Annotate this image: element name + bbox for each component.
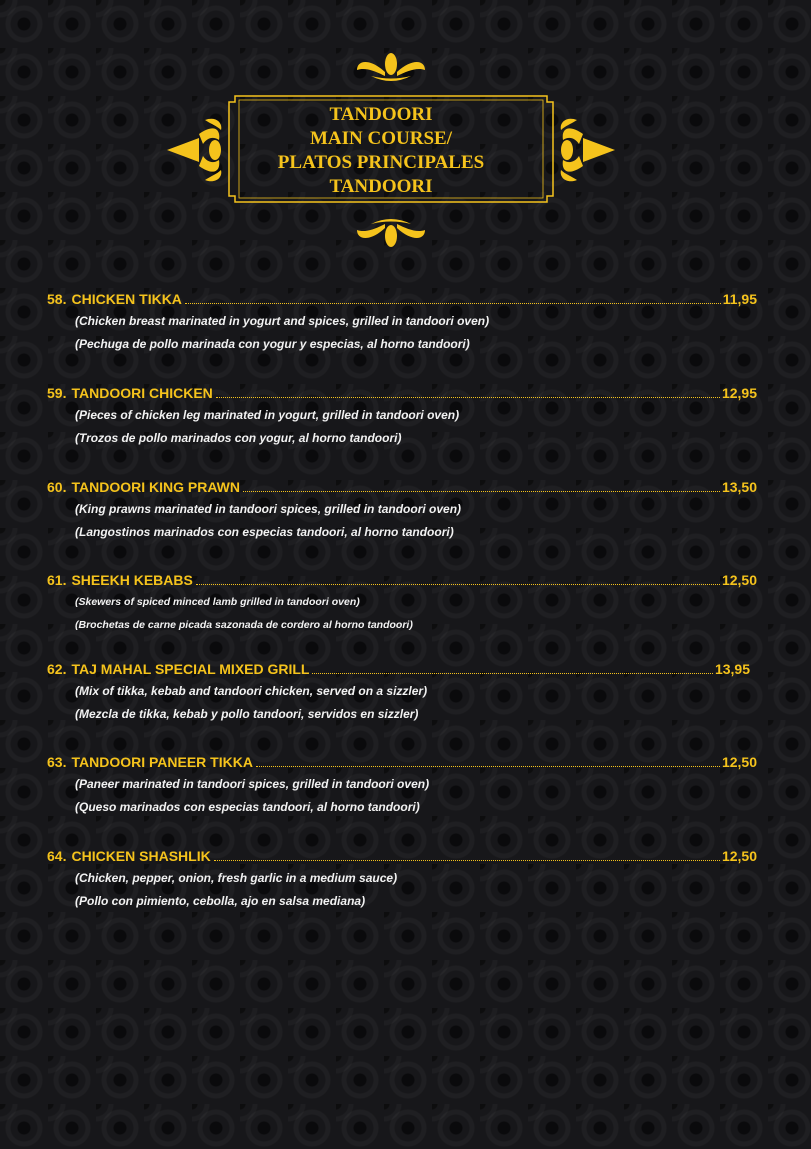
item-price: 13,50 bbox=[721, 479, 757, 495]
item-description-es: (Pollo con pimiento, cebolla, ajo en salsa mediana) bbox=[75, 894, 366, 908]
item-description-en: (Paneer marinated in tandoori spices, grilled in tandoori oven) bbox=[75, 777, 430, 791]
item-description-es: (Langostinos marinados con especias tandoori, al horno tandoori) bbox=[75, 525, 454, 539]
top-flourish-icon bbox=[357, 53, 425, 81]
item-name: SHEEKH KEBABS bbox=[71, 572, 193, 588]
item-price: 11,95 bbox=[722, 291, 757, 307]
title-line-3: PLATOS PRINCIPALES bbox=[277, 152, 485, 173]
item-description-en: (Skewers of spiced minced lamb grilled in tandoori oven) bbox=[75, 596, 360, 608]
menu-item-header bbox=[47, 569, 757, 591]
item-description-en: (Chicken, pepper, onion, fresh garlic in a medium sauce) bbox=[75, 871, 398, 885]
menu-item-header bbox=[47, 382, 757, 404]
title-line-4: TANDOORI bbox=[329, 176, 433, 197]
item-description-en: (Mix of tikka, kebab and tandoori chicken, served on a sizzler) bbox=[75, 684, 428, 698]
title-line-2: MAIN COURSE/ bbox=[310, 128, 452, 149]
item-name: TAJ MAHAL SPECIAL MIXED GRILL bbox=[71, 661, 310, 677]
dot-leader bbox=[256, 765, 720, 767]
item-number: 63. bbox=[47, 754, 67, 770]
item-number: 59. bbox=[47, 385, 67, 401]
dot-leader bbox=[312, 672, 712, 674]
item-number: 58. bbox=[47, 291, 67, 307]
item-name: CHICKEN SHASHLIK bbox=[71, 848, 211, 864]
menu-item bbox=[47, 382, 757, 450]
item-description-es: (Pechuga de pollo marinada con yogur y especias, al horno tandoori) bbox=[75, 337, 470, 351]
bottom-flourish-icon bbox=[357, 219, 425, 247]
title-line-1: TANDOORI bbox=[329, 104, 433, 125]
item-price: 13,95 bbox=[714, 661, 750, 677]
menu-item bbox=[47, 658, 757, 726]
menu-item-header bbox=[47, 288, 757, 310]
item-number: 62. bbox=[47, 661, 67, 677]
menu-item-header bbox=[47, 658, 750, 680]
item-name: CHICKEN TIKKA bbox=[71, 291, 182, 307]
item-price: 12,50 bbox=[721, 848, 757, 864]
item-name: TANDOORI PANEER TIKKA bbox=[71, 754, 253, 770]
menu-header bbox=[165, 50, 617, 250]
menu-item bbox=[47, 751, 757, 819]
item-description-es: (Trozos de pollo marinados con yogur, al horno tandoori) bbox=[75, 431, 402, 445]
item-description-en: (King prawns marinated in tandoori spices, grilled in tandoori oven) bbox=[75, 502, 462, 516]
dot-leader bbox=[216, 396, 720, 398]
dot-leader bbox=[196, 583, 720, 585]
item-description-en: (Chicken breast marinated in yogurt and spices, grilled in tandoori oven) bbox=[75, 314, 490, 328]
menu-item bbox=[47, 845, 757, 913]
menu-item bbox=[47, 476, 757, 544]
menu-item-header bbox=[47, 845, 757, 867]
item-description-es: (Mezcla de tikka, kebab y pollo tandoori, servidos en sizzler) bbox=[75, 707, 419, 721]
item-name: TANDOORI CHICKEN bbox=[71, 385, 213, 401]
item-number: 60. bbox=[47, 479, 67, 495]
right-flourish-icon bbox=[561, 119, 615, 182]
item-name: TANDOORI KING PRAWN bbox=[71, 479, 240, 495]
menu-item bbox=[47, 569, 757, 637]
item-description-es: (Queso marinados con especias tandoori, al horno tandoori) bbox=[75, 800, 420, 814]
item-price: 12,50 bbox=[721, 572, 757, 588]
item-number: 61. bbox=[47, 572, 67, 588]
dot-leader bbox=[214, 859, 720, 861]
item-description-es: (Brochetas de carne picada sazonada de cordero al horno tandoori) bbox=[75, 619, 413, 631]
menu-item bbox=[47, 288, 757, 356]
dot-leader bbox=[185, 302, 721, 304]
dot-leader bbox=[243, 490, 720, 492]
section-title bbox=[223, 98, 539, 204]
item-price: 12,50 bbox=[721, 754, 757, 770]
item-number: 64. bbox=[47, 848, 67, 864]
item-description-en: (Pieces of chicken leg marinated in yogurt, grilled in tandoori oven) bbox=[75, 408, 460, 422]
item-price: 12,95 bbox=[721, 385, 757, 401]
left-flourish-icon bbox=[167, 119, 221, 182]
menu-item-header bbox=[47, 476, 757, 498]
menu-item-header bbox=[47, 751, 757, 773]
